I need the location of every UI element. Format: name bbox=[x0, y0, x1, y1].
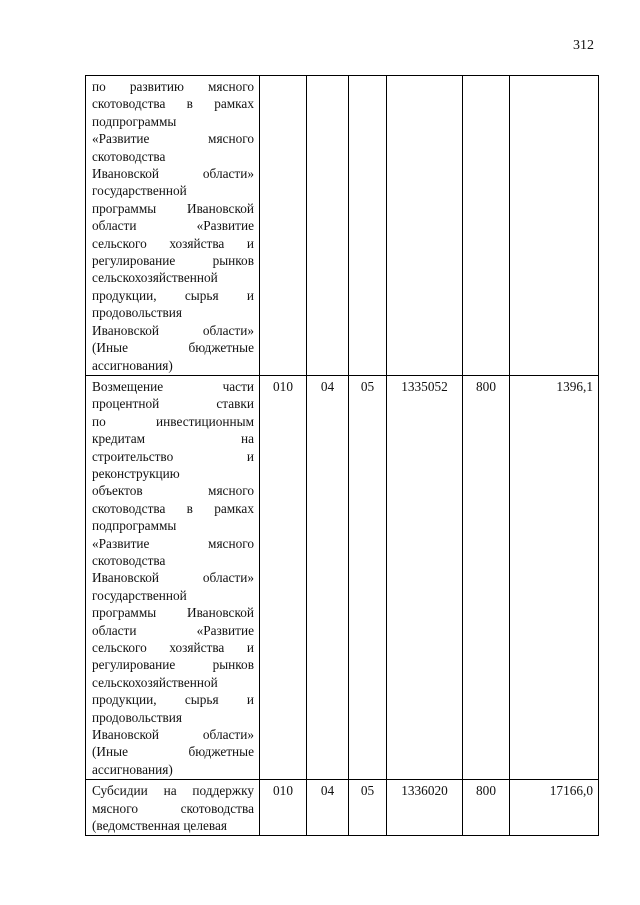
description-line: по инвестиционным bbox=[92, 413, 254, 429]
description-line: сельскохозяйственной bbox=[92, 270, 218, 286]
description-line: (Иные бюджетные bbox=[92, 340, 254, 356]
expense-type-code bbox=[463, 76, 510, 376]
description-line: программы Ивановской bbox=[92, 605, 254, 621]
subsection-code bbox=[349, 76, 387, 376]
ministry-code bbox=[260, 76, 307, 376]
target-article-code: 1335052 bbox=[387, 375, 463, 779]
description-line: Возмещение части bbox=[92, 378, 254, 394]
table-row bbox=[86, 76, 599, 376]
description-line: «Развитие мясного bbox=[92, 535, 254, 551]
budget-table bbox=[85, 75, 599, 836]
description-line: регулирование рынков bbox=[92, 657, 254, 673]
description-line: продовольствия bbox=[92, 305, 183, 321]
amount: 1396,1 bbox=[510, 375, 599, 779]
description-line: скотоводства в рамках bbox=[92, 96, 254, 112]
description-line: кредитам на bbox=[92, 431, 254, 447]
description-line: скотоводства bbox=[92, 148, 166, 164]
description-line: Ивановской области» bbox=[92, 322, 254, 338]
subsection-code: 05 bbox=[349, 375, 387, 779]
description-line: регулирование рынков bbox=[92, 253, 254, 269]
description-line: продовольствия bbox=[92, 709, 183, 725]
description-line: Ивановской области» bbox=[92, 727, 254, 743]
description-line: государственной bbox=[92, 183, 187, 199]
amount: 17166,0 bbox=[510, 780, 599, 836]
table-row bbox=[86, 375, 599, 779]
description-line: (ведомственная целевая bbox=[92, 818, 227, 834]
description-line: подпрограммы bbox=[92, 113, 177, 129]
description-line: подпрограммы bbox=[92, 518, 177, 534]
target-article-code bbox=[387, 76, 463, 376]
description-line: ассигнования) bbox=[92, 357, 173, 373]
page-number: 312 bbox=[573, 38, 594, 53]
description-line: реконструкцию bbox=[92, 465, 180, 481]
description-line: продукции, сырья и bbox=[92, 692, 254, 708]
description-line: по развитию мясного bbox=[92, 79, 254, 94]
expense-type-code: 800 bbox=[463, 375, 510, 779]
description-line: ассигнования) bbox=[92, 761, 173, 777]
section-code: 04 bbox=[307, 375, 349, 779]
row-description bbox=[86, 375, 260, 779]
expense-type-code: 800 bbox=[463, 780, 510, 836]
description-line: Ивановской области» bbox=[92, 166, 254, 182]
description-line: области «Развитие bbox=[92, 218, 254, 234]
description-line: сельского хозяйства и bbox=[92, 640, 254, 655]
table-row bbox=[86, 780, 599, 836]
description-line: Ивановской области» bbox=[92, 570, 254, 586]
ministry-code: 010 bbox=[260, 780, 307, 836]
description-line: государственной bbox=[92, 587, 187, 603]
description-line: сельского хозяйства и bbox=[92, 235, 254, 251]
section-code bbox=[307, 76, 349, 376]
description-line: скотоводства в рамках bbox=[92, 500, 254, 516]
description-line: области «Развитие bbox=[92, 622, 254, 638]
target-article-code: 1336020 bbox=[387, 780, 463, 836]
section-code: 04 bbox=[307, 780, 349, 836]
description-line: мясного скотоводства bbox=[92, 800, 254, 816]
description-line: строительство и bbox=[92, 448, 254, 464]
row-description bbox=[86, 76, 260, 376]
ministry-code: 010 bbox=[260, 375, 307, 779]
description-line: объектов мясного bbox=[92, 483, 254, 499]
description-line: (Иные бюджетные bbox=[92, 744, 254, 760]
description-line: сельскохозяйственной bbox=[92, 674, 218, 690]
row-description bbox=[86, 780, 260, 836]
description-line: скотоводства bbox=[92, 552, 166, 568]
description-line: процентной ставки bbox=[92, 396, 254, 412]
amount bbox=[510, 76, 599, 376]
subsection-code: 05 bbox=[349, 780, 387, 836]
description-line: программы Ивановской bbox=[92, 200, 254, 216]
description-line: продукции, сырья и bbox=[92, 287, 254, 303]
description-line: «Развитие мясного bbox=[92, 131, 254, 147]
description-line: Субсидии на поддержку bbox=[92, 783, 254, 799]
